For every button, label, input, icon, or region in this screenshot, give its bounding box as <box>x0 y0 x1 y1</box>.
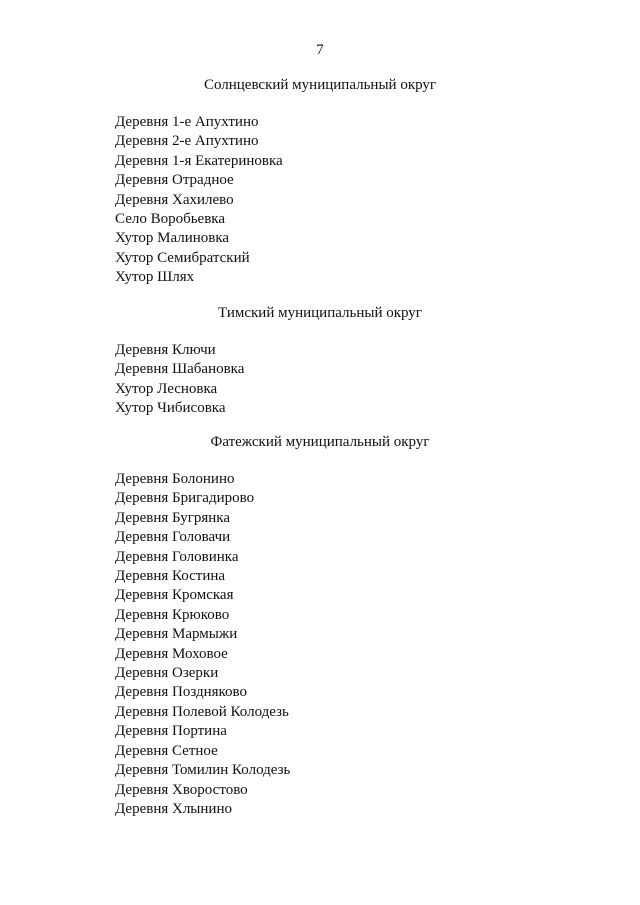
list-item: Хутор Малиновка <box>115 230 230 247</box>
list-item: Деревня 1-е Апухтино <box>115 114 259 130</box>
list-item: Хутор Семибратский <box>115 249 250 266</box>
list-item: Хутор Лесновка <box>115 380 218 397</box>
list-item: Деревня Мармыжи <box>115 626 238 643</box>
place-list <box>0 341 640 419</box>
list-item: Деревня Болонино <box>115 471 235 487</box>
list-item: Деревня Бугрянка <box>115 509 231 526</box>
list-item: Хутор Чибисовка <box>115 400 226 417</box>
place-list <box>0 113 640 288</box>
list-item: Деревня Хлынино <box>115 800 232 817</box>
list-item: Деревня Полевой Колодезь <box>115 703 289 720</box>
list-item: Деревня Томилин Колодезь <box>115 762 291 779</box>
list-item: Деревня 1-я Екатериновка <box>115 152 283 169</box>
list-item: Деревня Отрадное <box>115 172 234 189</box>
section-heading: Тимский муниципальный округ <box>218 305 422 321</box>
list-item: Деревня Поздняково <box>115 684 248 701</box>
list-item: Деревня Головачи <box>115 529 231 546</box>
list-item: Деревня Крюково <box>115 606 230 623</box>
list-item: Деревня Кромская <box>115 587 234 604</box>
section-heading: Солнцевский муниципальный округ <box>203 77 437 93</box>
list-item: Село Воробьевка <box>115 211 226 228</box>
list-item: Деревня Моховое <box>115 645 228 662</box>
list-item: Деревня Костина <box>115 568 226 585</box>
list-item: Деревня Портина <box>115 723 227 740</box>
section-fatezhsky <box>0 432 640 819</box>
list-item: Хутор Шлях <box>115 269 195 286</box>
list-item: Деревня 2-е Апухтино <box>115 133 259 150</box>
section-timsky <box>0 303 640 419</box>
section-solntsevsky <box>0 75 640 288</box>
list-item: Деревня Озерки <box>115 665 219 682</box>
list-item: Деревня Сетное <box>115 742 218 759</box>
list-item: Деревня Ключи <box>115 342 216 358</box>
list-item: Деревня Головинка <box>115 548 239 565</box>
list-item: Деревня Хворостово <box>115 781 248 798</box>
list-item: Деревня Бригадирово <box>115 490 255 507</box>
page-number: 7 <box>316 42 324 58</box>
section-heading: Фатежский муниципальный округ <box>210 434 430 450</box>
list-item: Деревня Шабановка <box>115 361 245 378</box>
list-item: Деревня Хахилево <box>115 191 234 208</box>
place-list <box>0 470 640 819</box>
